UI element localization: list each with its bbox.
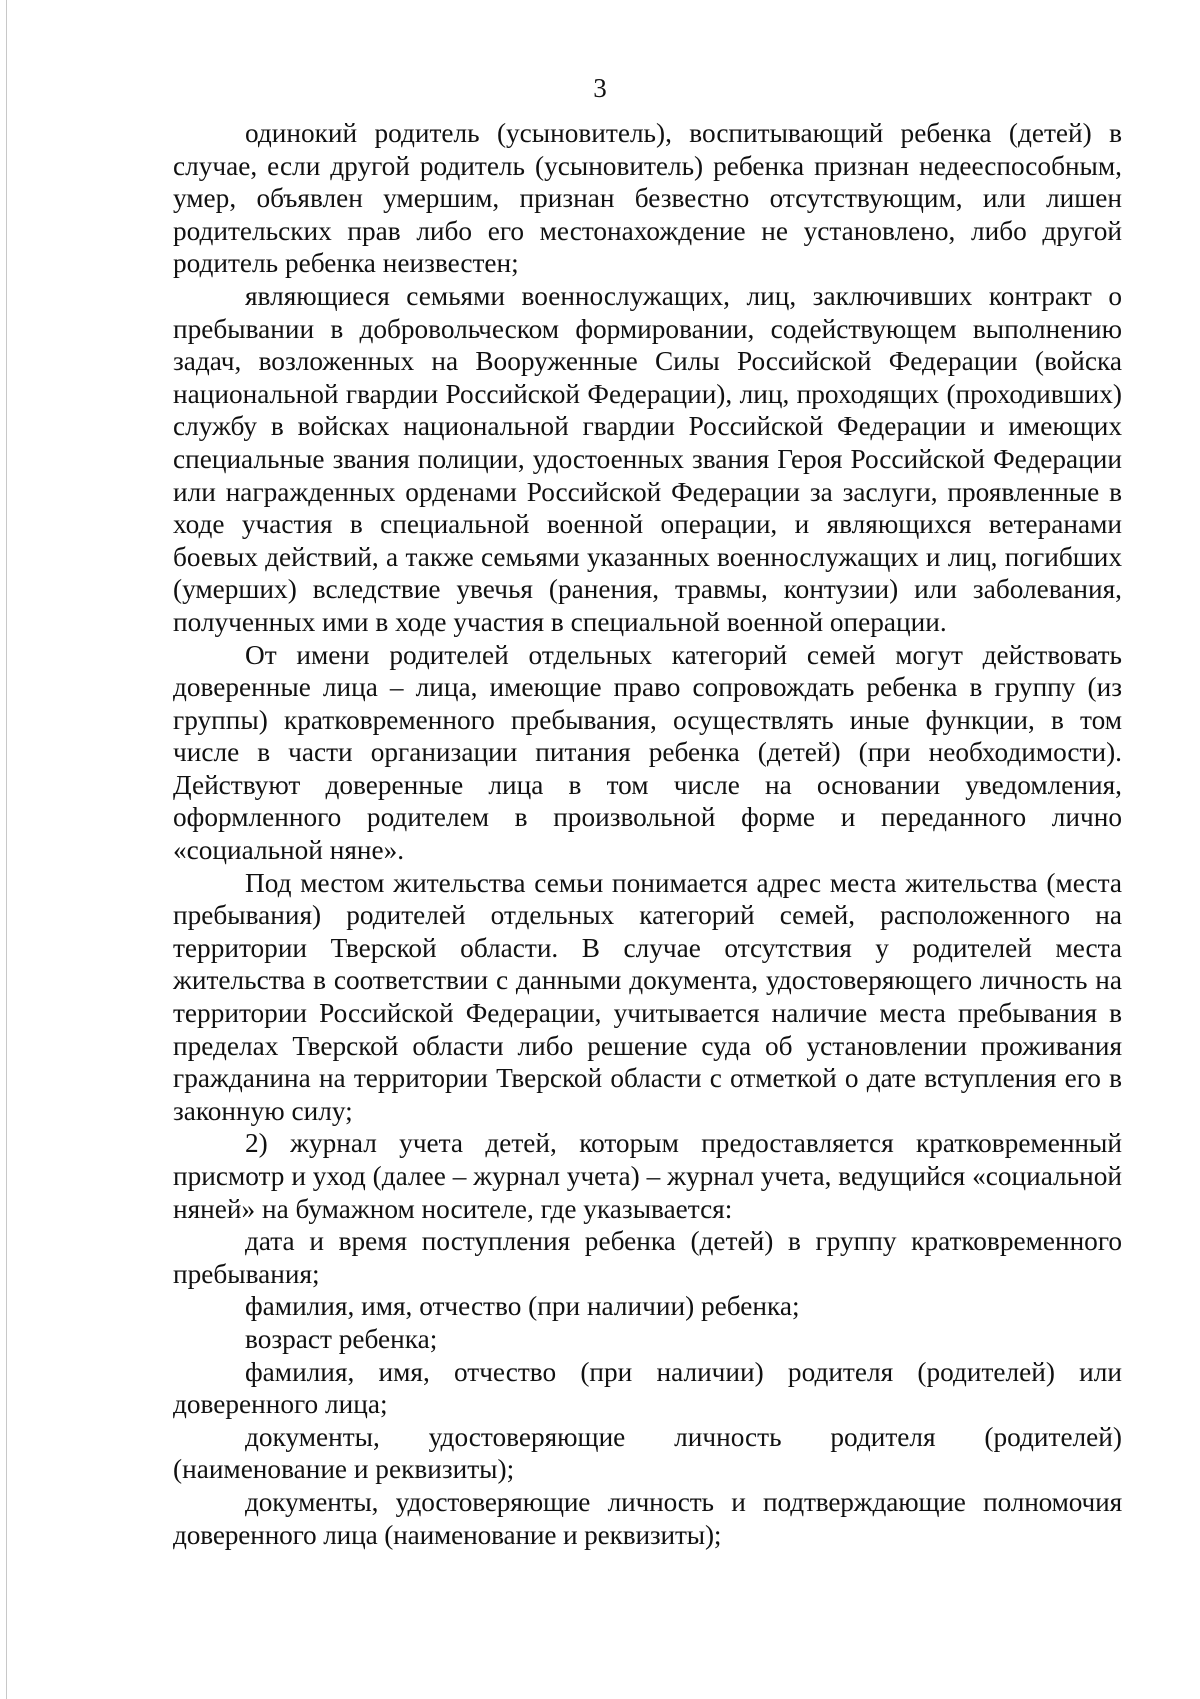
paragraph-journal-item-child-name: фамилия, имя, отчество (при наличии) ребенка;	[245, 1291, 800, 1322]
paragraph-journal-item-date: дата и время поступления ребенка (детей) в группу кратковременного пребывания;	[173, 1226, 1122, 1289]
scan-edge-line	[6, 0, 7, 1699]
paragraph-military-families: являющиеся семьями военнослужащих, лиц, заключивших контракт о пребывании в добровольческом формировании, содействующем выполнению задач, возложенных на Вооруженные Силы Российской Федерации (войска национальной гвардии Российской Федерации), лиц, проходящих (проходивших) службу в войсках национальной гвардии Российской Федерации и имеющих специальные звания полиции, удостоенных звания Героя Российской Федерации или награжденных орденами Российской Федерации за заслуги, проявленные в ходе участия в специальной военной операции, и являющихся ветеранами боевых действий, а также семьями указанных военнослужащих и лиц, погибших (умерших) вследствие увечья (ранения, травмы, контузии) или заболевания, полученных ими в ходе участия в специальной военной операции.	[173, 280, 1122, 637]
paragraph-journal-item-child-age: возраст ребенка;	[245, 1323, 438, 1354]
paragraph-single-parent: одинокий родитель (усыновитель), воспитывающий ребенка (детей) в случае, если другой родитель (усыновитель) ребенка признан недееспособным, умер, объявлен умершим, признан безвестно отсутствующим, или лишен родительских прав либо его местонахождение не установлено, либо другой родитель ребенка неизвестен;	[173, 118, 1122, 279]
document-body	[173, 117, 1122, 1551]
paragraph-trusted-persons: От имени родителей отдельных категорий семей могут действовать доверенные лица – лица, имеющие право сопровождать ребенка в группу (из группы) кратковременного пребывания, осуществлять иные функции, в том числе в части организации питания ребенка (детей) (при необходимости). Действуют доверенные лица в том числе на основании уведомления, оформленного родителем в произвольной форме и переданного лично «социальной няне».	[173, 639, 1122, 866]
paragraph-journal-item-parent-name: фамилия, имя, отчество (при наличии) родителя (родителей) или доверенного лица;	[173, 1356, 1122, 1420]
paragraph-journal-item-trustee-documents: документы, удостоверяющие личность и подтверждающие полномочия доверенного лица (наименование и реквизиты);	[173, 1486, 1122, 1550]
paragraph-place-of-residence: Под местом жительства семьи понимается адрес места жительства (места пребывания) родителей отдельных категорий семей, расположенного на территории Тверской области. В случае отсутствия у родителей места жительства в соответствии с данными документа, удостоверяющего личность на территории Российской Федерации, учитывается наличие места пребывания в пределах Тверской области либо решение суда об установлении проживания гражданина на территории Тверской области с отметкой о дате вступления его в законную силу;	[173, 867, 1122, 1126]
paragraph-journal-definition: 2) журнал учета детей, которым предоставляется кратковременный присмотр и уход (далее – журнал учета) – журнал учета, ведущийся «социальной няней» на бумажном носителе, где указывается:	[173, 1128, 1122, 1224]
page-number: 3	[593, 73, 607, 103]
paragraph-journal-item-parent-documents: документы, удостоверяющие личность родителя (родителей) (наименование и реквизиты);	[173, 1421, 1122, 1485]
